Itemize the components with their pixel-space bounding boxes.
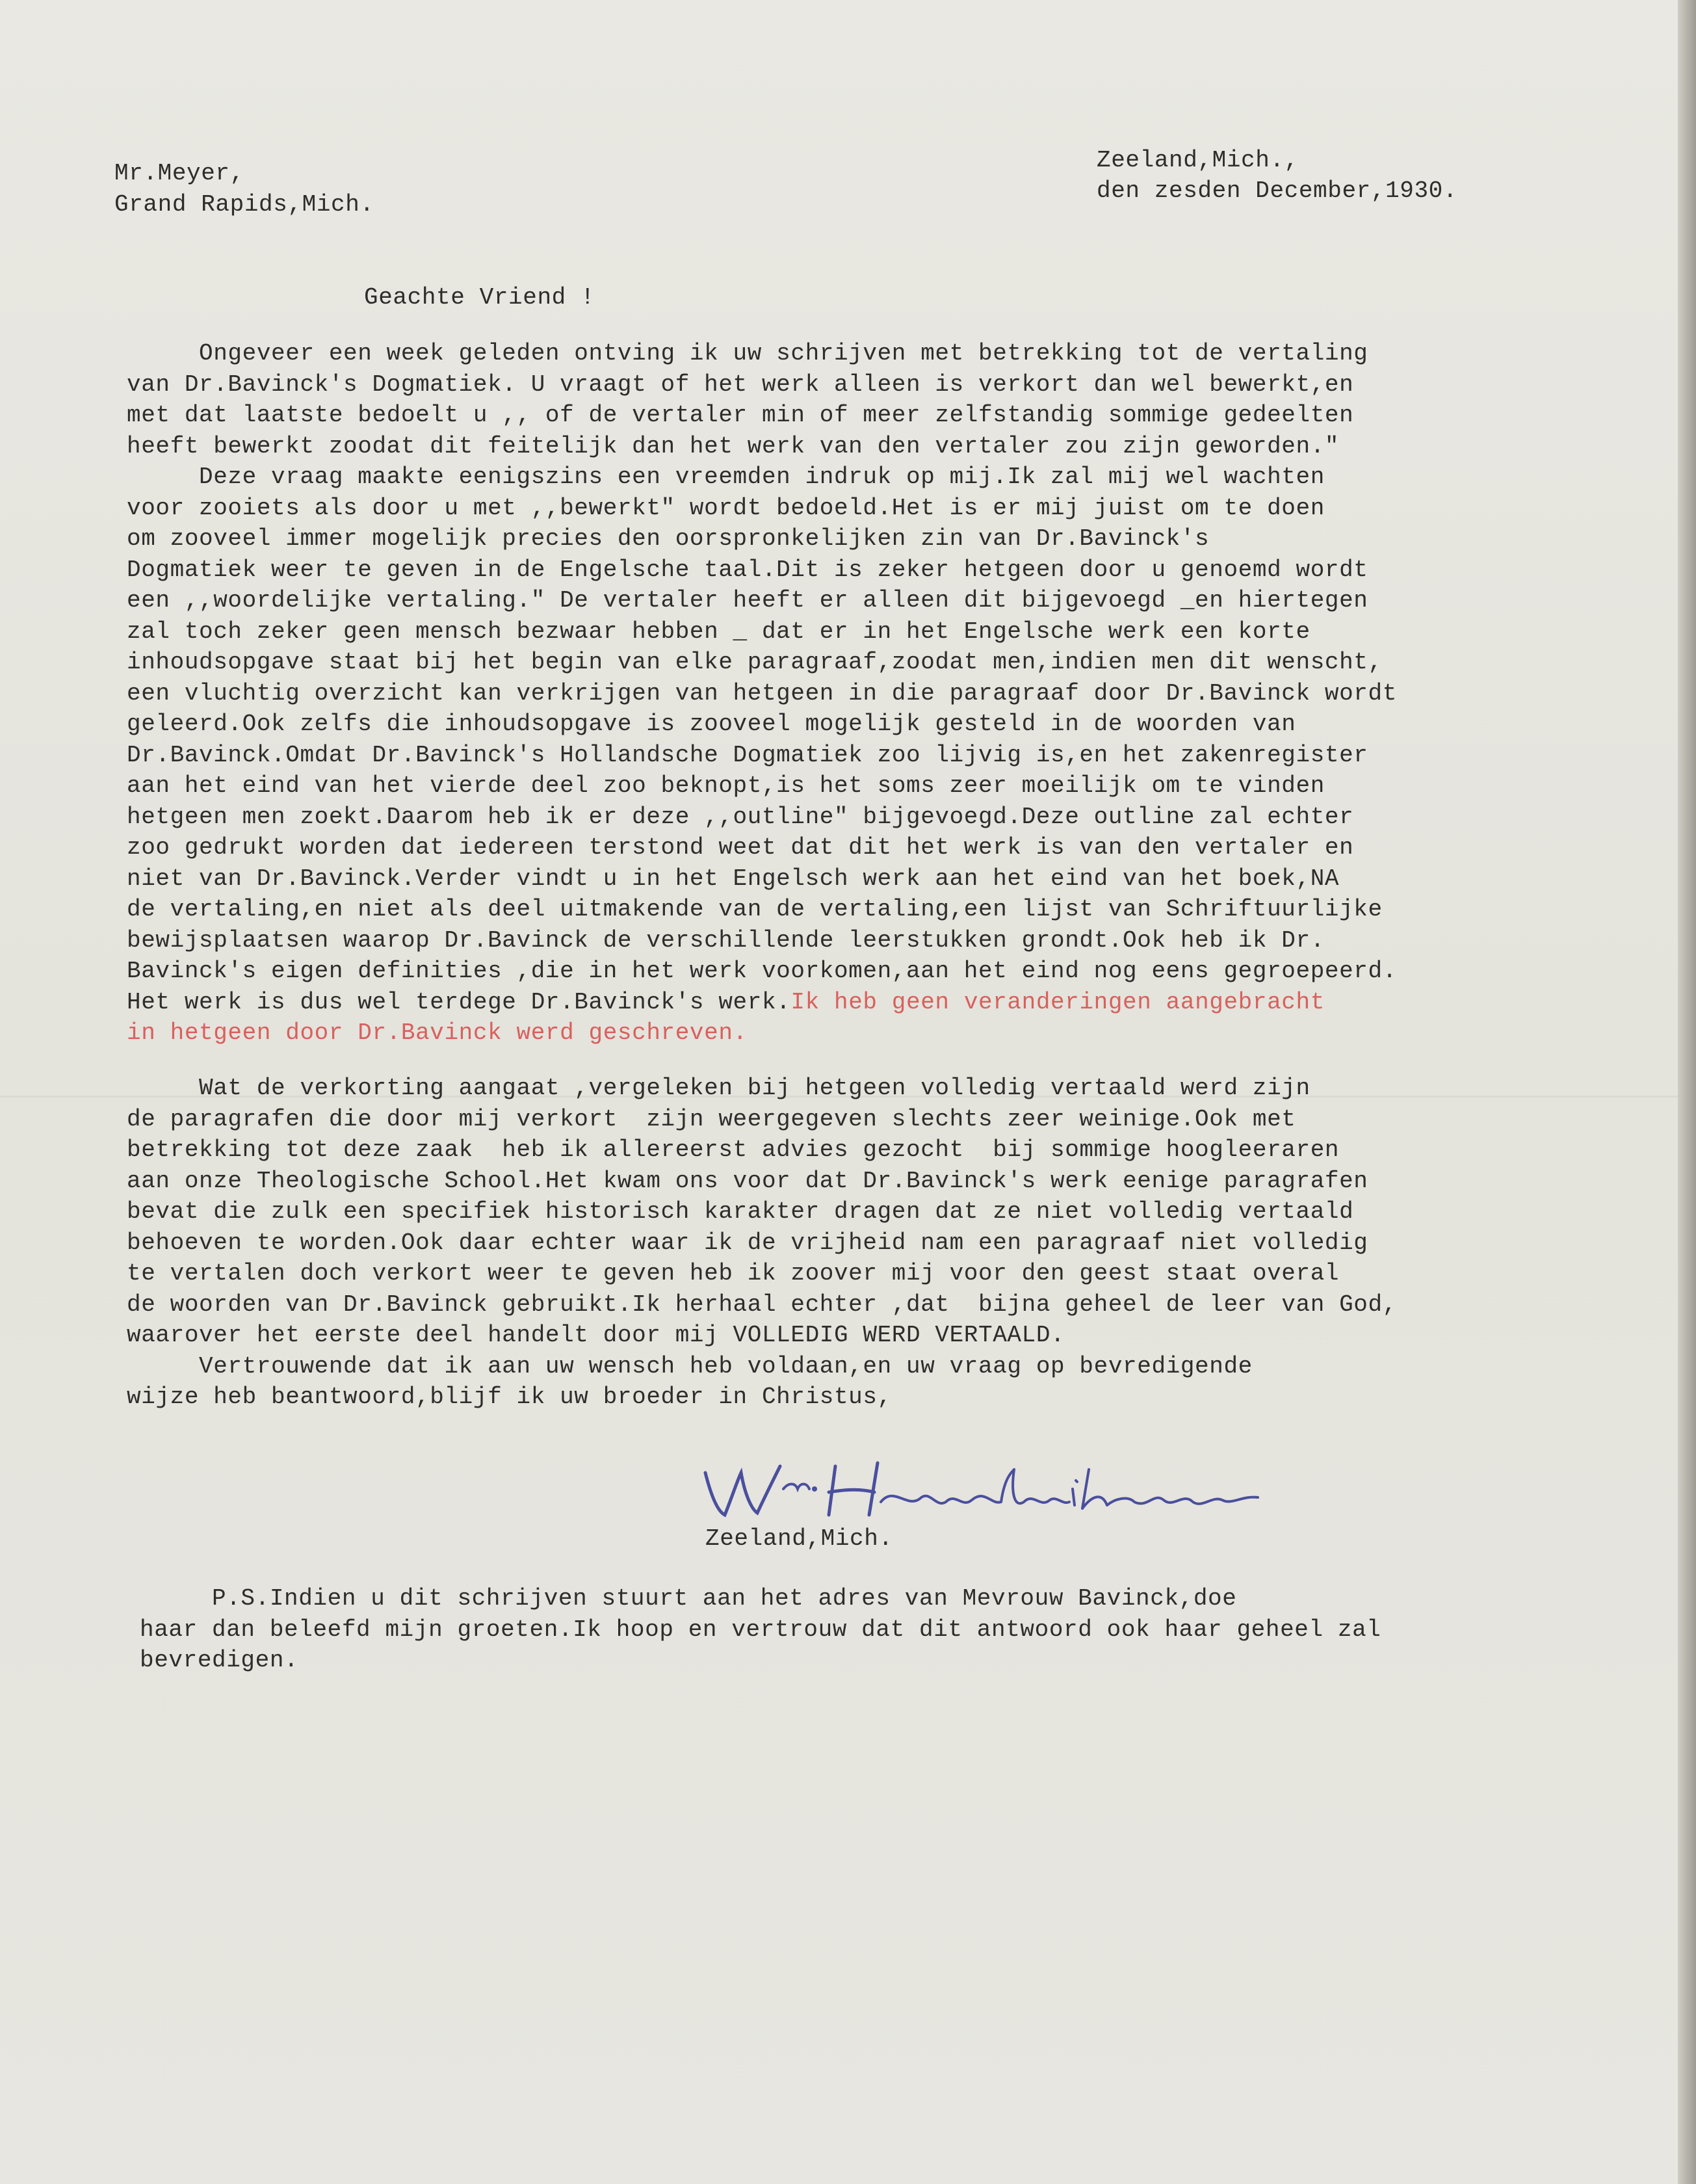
body-line: Ongeveer een week geleden ontving ik uw schrijven met betrekking tot de vertaling: [127, 340, 1368, 367]
black-ink-text: Het werk is dus wel terdege Dr.Bavinck's werk.: [127, 989, 791, 1016]
postscript-line: haar dan beleefd mijn groeten.Ik hoop en vertrouw dat dit antwoord ook haar geheel zal: [140, 1616, 1381, 1643]
page-edge: [1678, 0, 1696, 2184]
closing-place: Zeeland,Mich.: [705, 1525, 893, 1552]
body-line: aan het eind van het vierde deel zoo beknopt,is het soms zeer moeilijk om te vinden: [127, 772, 1325, 799]
body-line: hetgeen men zoekt.Daarom heb ik er deze ,,outline" bijgevoegd.Deze outline zal echter: [127, 804, 1354, 830]
body-line: zoo gedrukt worden dat iedereen terstond weet dat dit het werk is van den vertaler en: [127, 834, 1354, 861]
body-line: de vertaling,en niet als deel uitmakende van de vertaling,een lijst van Schriftuurlijke: [127, 896, 1383, 923]
red-ink-line: in hetgeen door Dr.Bavinck werd geschreven.: [127, 1020, 748, 1046]
body-line: Dogmatiek weer te geven in de Engelsche taal.Dit is zeker hetgeen door u genoemd wordt: [127, 557, 1368, 583]
body-line: te vertalen doch verkort weer te geven heb ik zoover mij voor den geest staat overal: [127, 1260, 1340, 1287]
body-line: waarover het eerste deel handelt door mij VOLLEDIG WERD VERTAALD.: [127, 1322, 1065, 1349]
body-line: voor zooiets als door u met ,,bewerkt" wordt bedoeld.Het is er mij juist om te doen: [127, 495, 1325, 521]
recipient-name: Mr.Meyer,: [114, 160, 244, 187]
body-line: met dat laatste bedoelt u ,, of de vertaler min of meer zelfstandig sommige gedeelten: [127, 402, 1354, 428]
recipient-city: Grand Rapids,Mich.: [114, 191, 374, 218]
body-line: aan onze Theologische School.Het kwam ons voor dat Dr.Bavinck's werk eenige paragrafen: [127, 1168, 1368, 1194]
body-line: Wat de verkorting aangaat ,vergeleken bij hetgeen volledig vertaald werd zijn: [127, 1075, 1311, 1101]
body-line: behoeven te worden.Ook daar echter waar ik de vrijheid nam een paragraaf niet volledig: [127, 1230, 1368, 1256]
sender-place: Zeeland,Mich.,: [1097, 147, 1299, 174]
letter-date: den zesden December,1930.: [1097, 178, 1458, 204]
body-line: bewijsplaatsen waarop Dr.Bavinck de verschillende leerstukken grondt.Ook heb ik Dr.: [127, 927, 1325, 954]
body-line: de woorden van Dr.Bavinck gebruikt.Ik herhaal echter ,dat bijna geheel de leer van God,: [127, 1291, 1397, 1318]
salutation: Geachte Vriend !: [364, 284, 595, 311]
body-line: inhoudsopgave staat bij het begin van elke paragraaf,zoodat men,indien men dit wenscht,: [127, 649, 1383, 676]
body-line: Vertrouwende dat ik aan uw wensch heb voldaan,en uw vraag op bevredigende: [127, 1353, 1253, 1380]
body-line: wijze heb beantwoord,blijf ik uw broeder in Christus,: [127, 1384, 892, 1410]
body-line: Bavinck's eigen definities ,die in het werk voorkomen,aan het eind nog eens gegroepeerd.: [127, 958, 1397, 984]
body-line: een ,,woordelijke vertaling." De vertaler heeft er alleen dit bijgevoegd _en hiertegen: [127, 587, 1368, 614]
body-line: een vluchtig overzicht kan verkrijgen van hetgeen in die paragraaf door Dr.Bavinck wordt: [127, 680, 1397, 707]
body-line: betrekking tot deze zaak heb ik allereerst advies gezocht bij sommige hoogleeraren: [127, 1137, 1340, 1163]
body-line: heeft bewerkt zoodat dit feitelijk dan het werk van den vertaler zou zijn geworden.": [127, 433, 1340, 460]
body-line: Dr.Bavinck.Omdat Dr.Bavinck's Hollandsche Dogmatiek zoo lijvig is,en het zakenregister: [127, 742, 1368, 769]
body-line: de paragrafen die door mij verkort zijn weergegeven slechts zeer weinige.Ook met: [127, 1106, 1296, 1133]
mixed-ink-line: [127, 988, 1325, 1017]
body-line: niet van Dr.Bavinck.Verder vindt u in het Engelsch werk aan het eind van het boek,NA: [127, 865, 1340, 892]
postscript-line: bevredigen.: [140, 1647, 299, 1674]
body-line: zal toch zeker geen mensch bezwaar hebben _ dat er in het Engelsche werk een korte: [127, 618, 1311, 645]
signature: [699, 1453, 1316, 1525]
body-line: Deze vraag maakte eenigszins een vreemden indruk op mij.Ik zal mij wel wachten: [127, 464, 1325, 490]
postscript-line: P.S.Indien u dit schrijven stuurt aan het adres van Mevrouw Bavinck,doe: [140, 1585, 1237, 1612]
body-line: om zooveel immer mogelijk precies den oorspronkelijken zin van Dr.Bavinck's: [127, 525, 1210, 552]
body-line: bevat die zulk een specifiek historisch karakter dragen dat ze niet volledig vertaald: [127, 1198, 1354, 1225]
body-line: geleerd.Ook zelfs die inhoudsopgave is zooveel mogelijk gesteld in de woorden van: [127, 711, 1296, 737]
red-ink-text: Ik heb geen veranderingen aangebracht: [790, 989, 1325, 1016]
body-line: van Dr.Bavinck's Dogmatiek. U vraagt of het werk alleen is verkort dan wel bewerkt,en: [127, 371, 1354, 398]
